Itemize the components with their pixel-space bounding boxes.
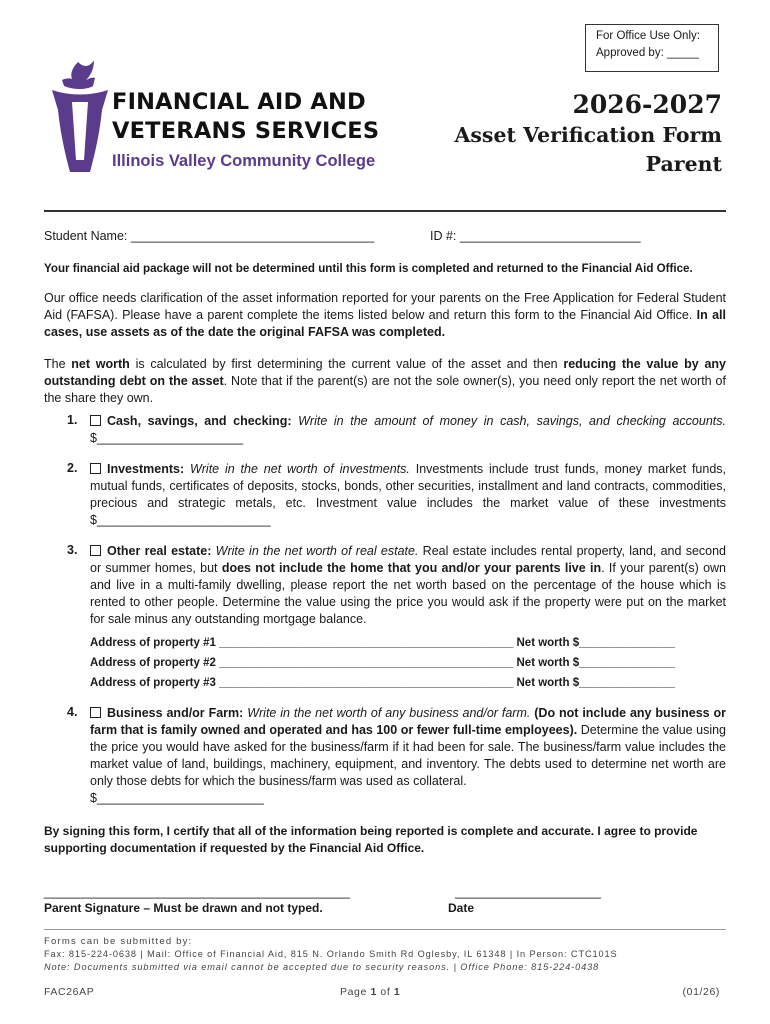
item-text: Investments include trust funds, money market funds, mutual funds, certificates of deposits, stocks, bonds, other securities, installment and land contracts, commodities, precious and strategic metals, etc. Investment value includes the market value of these investments bbox=[90, 462, 726, 510]
item-title: Investments: bbox=[107, 462, 185, 476]
business-checkbox[interactable] bbox=[90, 707, 101, 718]
item-real-estate bbox=[90, 543, 726, 628]
org-name-line2: VETERANS SERVICES bbox=[112, 118, 380, 144]
date-label: Date bbox=[448, 901, 475, 915]
item-instruction: Write in the net worth of real estate. bbox=[211, 544, 419, 558]
cash-checkbox[interactable] bbox=[90, 415, 101, 426]
page-total: 1 bbox=[393, 986, 401, 998]
page-pre: Page bbox=[340, 986, 371, 998]
item-business bbox=[90, 705, 726, 807]
college-name: Illinois Valley Community College bbox=[112, 152, 376, 170]
form-title bbox=[454, 121, 722, 179]
nw-t1: The bbox=[44, 357, 72, 371]
org-name-line1: FINANCIAL AID AND bbox=[112, 89, 366, 115]
notice-text: Your financial aid package will not be determined until this form is completed and returned to the Financial Aid Office. bbox=[44, 262, 693, 275]
investments-amount-field[interactable]: $_________________________ bbox=[90, 513, 271, 527]
footer-note: Note: Documents submitted via email cannot be accepted due to security reasons. | Office Phone: 815-224-0438 bbox=[44, 962, 600, 972]
item-bold: does not include the home that you and/or your parents live in bbox=[221, 561, 602, 575]
item-number: 4. bbox=[67, 705, 78, 719]
intro-text: Our office needs clarification of the asset information reported for your parents on the Free Application for Federal Student Aid (FAFSA). Please have a parent complete the items listed below and return this form to the Financial Aid Office. bbox=[44, 291, 726, 322]
student-name-field[interactable]: Student Name: ___________________________________ bbox=[44, 229, 375, 243]
item-cash bbox=[90, 413, 726, 447]
signature-field[interactable]: ____________________________________________ bbox=[44, 885, 350, 899]
footer-submit-label: Forms can be submitted by: bbox=[44, 936, 193, 947]
page-number bbox=[340, 986, 400, 998]
item-title: Cash, savings, and checking: bbox=[107, 414, 292, 428]
approved-by-label: Approved by: _____ bbox=[596, 47, 699, 59]
student-id-field[interactable]: ID #: __________________________ bbox=[430, 229, 641, 243]
networth-paragraph bbox=[44, 356, 726, 407]
property-2-field[interactable]: Address of property #2 ______________________________________________ Net worth $_______________ bbox=[90, 657, 676, 669]
business-amount-field[interactable]: $________________________ bbox=[90, 791, 264, 805]
office-use-box bbox=[585, 24, 719, 72]
page-num: 1 bbox=[370, 986, 377, 998]
item-text: Determine the value using the price you would have asked for the business/farm if it had been for sale. The business/farm value includes the market value of land, buildings, machinery, equipment, and inventory. The debts used to determine net worth are only those debts for which the business/farm was used as collateral. bbox=[90, 723, 726, 788]
item-title: Other real estate: bbox=[107, 544, 212, 558]
page-mid: of bbox=[376, 986, 394, 998]
item-instruction: Write in the amount of money in cash, savings, and checking accounts. bbox=[291, 414, 726, 428]
intro-bold: In all cases, use assets as of the date the original FAFSA was completed. bbox=[44, 308, 726, 339]
signature-label: Parent Signature – Must be drawn and not typed. bbox=[44, 901, 323, 915]
property-3-field[interactable]: Address of property #3 ______________________________________________ Net worth $_______________ bbox=[90, 677, 676, 689]
item-number: 3. bbox=[67, 543, 78, 557]
item-number: 1. bbox=[67, 413, 78, 427]
investments-checkbox[interactable] bbox=[90, 463, 101, 474]
property-1-field[interactable]: Address of property #1 ______________________________________________ Net worth $_______________ bbox=[90, 637, 676, 649]
nw-b1: net worth bbox=[71, 357, 130, 371]
header-divider bbox=[44, 210, 726, 212]
cash-amount-field[interactable]: $_____________________ bbox=[90, 431, 243, 445]
real-estate-checkbox[interactable] bbox=[90, 545, 101, 556]
revision-date: (01/26) bbox=[682, 986, 720, 998]
nw-t2: is calculated by first determining the current value of the asset and then bbox=[129, 357, 564, 371]
office-use-label: For Office Use Only: bbox=[596, 30, 700, 42]
certify-statement: By signing this form, I certify that all of the information being reported is complete and accurate. I agree to provide supporting documentation if requested by the Financial Aid Office. bbox=[44, 824, 698, 855]
item-instruction: Write in the net worth of any business and/or farm. bbox=[243, 706, 531, 720]
form-title-line2: Parent bbox=[645, 152, 722, 176]
footer-contact: Fax: 815-224-0638 | Mail: Office of Financial Aid, 815 N. Orlando Smith Rd Oglesby, IL 61348 | In Person: CTC101S bbox=[44, 949, 618, 959]
item-text: Real estate includes rental property, land, and second or summer homes, but bbox=[90, 544, 727, 575]
nw-t3: . Note that if the parent(s) are not the sole owner(s), you need only report the net worth of the share they own. bbox=[44, 374, 726, 405]
intro-paragraph bbox=[44, 290, 726, 341]
item-investments bbox=[90, 461, 726, 529]
form-code: FAC26AP bbox=[44, 986, 95, 998]
item-title: Business and/or Farm: bbox=[107, 706, 244, 720]
form-title-line1: Asset Verification Form bbox=[454, 123, 722, 147]
item-bold: (Do not include any business or farm that is family owned and operated and has 100 or fewer full-time employees). bbox=[90, 706, 726, 737]
torch-logo-icon bbox=[50, 60, 110, 175]
item-text2: . If your parent(s) own and live in a multi-family dwelling, please report the net worth based on the percentage of the house which is rented to other people. Determine the value using the price you would ask if the property were put on the market for sale minus any outstanding mortgage balance. bbox=[90, 561, 727, 626]
form-year: 2026-2027 bbox=[572, 90, 722, 119]
item-number: 2. bbox=[67, 461, 78, 475]
nw-b2: reducing the value by any outstanding debt on the asset bbox=[44, 357, 726, 388]
footer-divider bbox=[44, 929, 726, 930]
date-field[interactable]: _____________________ bbox=[455, 885, 601, 899]
item-instruction: Write in the net worth of investments. bbox=[184, 462, 410, 476]
